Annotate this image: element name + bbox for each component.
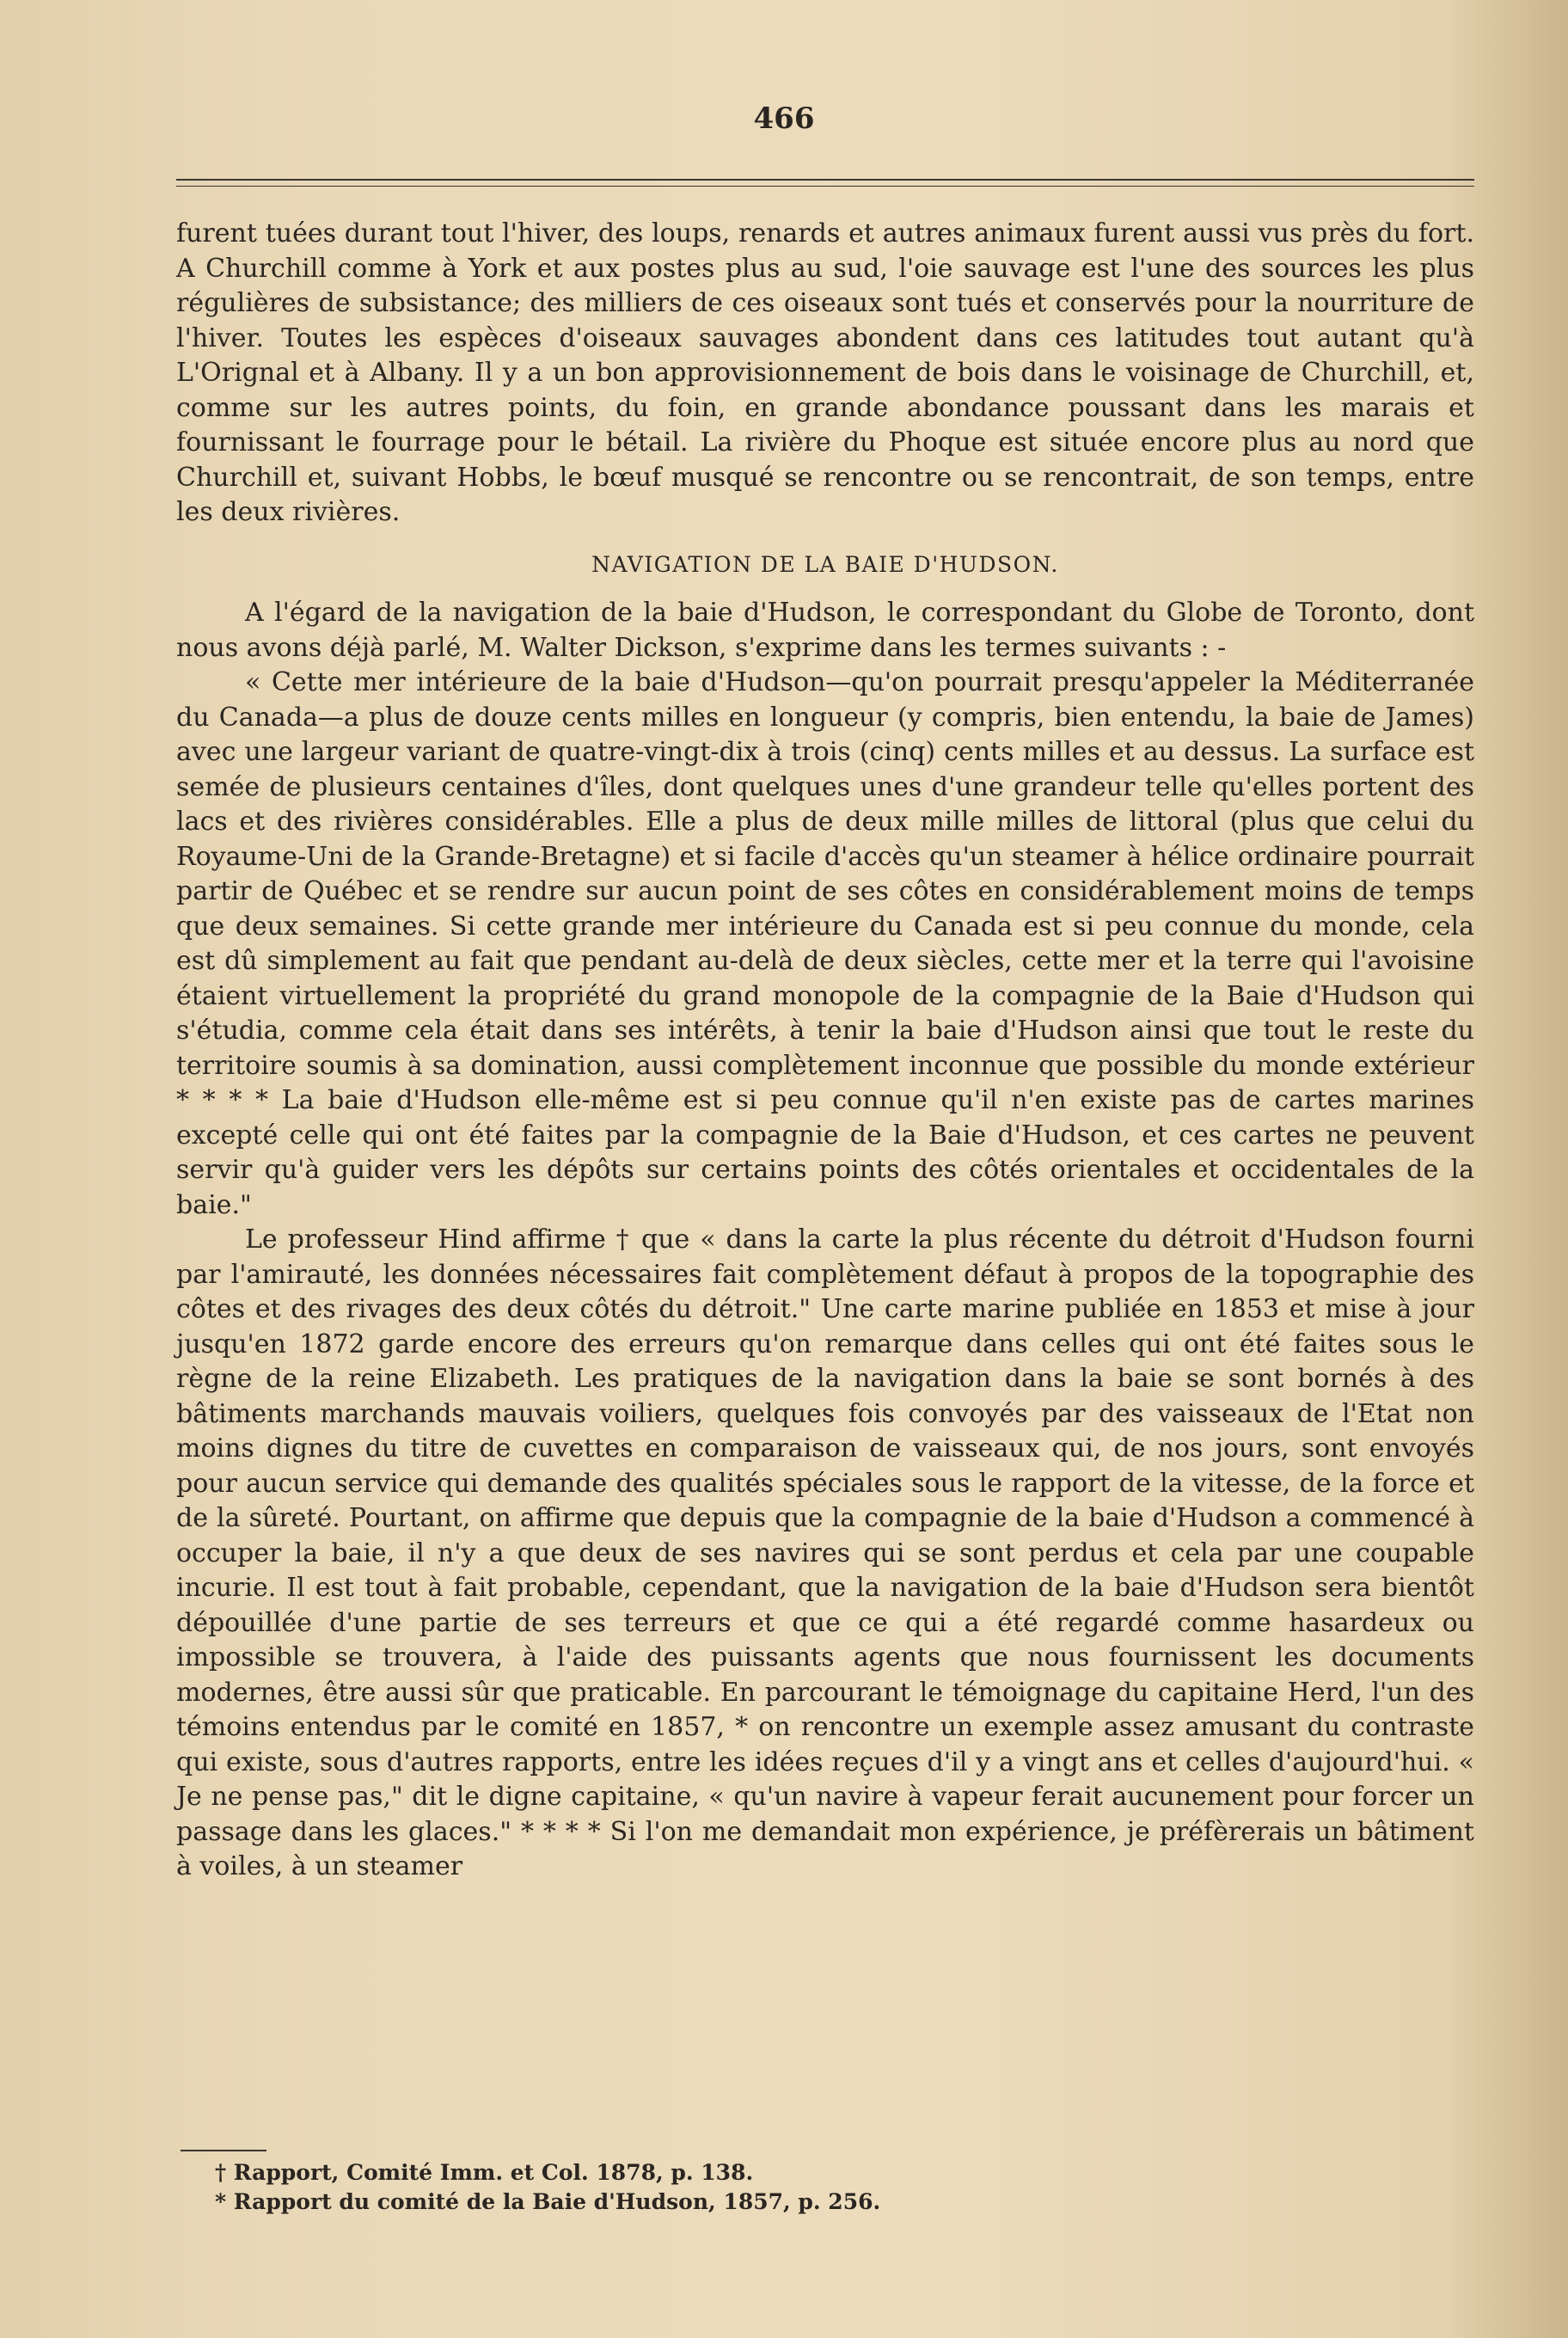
- footnotes: [215, 2158, 1418, 2217]
- section-heading: NAVIGATION DE LA BAIE D'HUDSON.: [591, 551, 1059, 577]
- paragraph: furent tuées durant tout l'hiver, des loups, renards et autres animaux furent aussi vus près du fort. A Churchill comme à York et aux postes plus au sud, l'oie sauvage est l'une des sources les plus régulières de subsistance; des milliers de ces oiseaux sont tués et conservés pour la nourriture de l'hiver. Toutes les espèces d'oiseaux sauvages abondent dans ces latitudes tout autant qu'à L'Orignal et à Albany. Il y a un bon approvisionnement de bois dans le voisinage de Churchill, et, comme sur les autres points, du foin, en grande abondance poussant dans les marais et fournissant le fourrage pour le bétail. La rivière du Phoque est située encore plus au nord que Churchill et, suivant Hobbs, le bœuf musqué se rencontre ou se rencontrait, de son temps, entre les deux rivières.: [176, 218, 1474, 527]
- paragraph: Le professeur Hind affirme † que « dans la carte la plus récente du détroit d'Hudson fourni par l'amirauté, les données nécessaires fait complètement défaut à propos de la topographie des côtes et des rivages des deux côtés du détroit." Une carte marine publiée en 1853 et mise à jour jusqu'en 1872 garde encore des erreurs qu'on remarque dans celles qui ont été faites sous le règne de la reine Elizabeth. Les pratiques de la navigation dans la baie se sont bornés à des bâtiments marchands mauvais voiliers, quelques fois convoyés par des vaisseaux de l'Etat non moins dignes du titre de cuvettes en comparaison de vaisseaux qui, de nos jours, sont envoyés pour aucun service qui demande des qualités spéciales sous le rapport de la vitesse, de la force et de la sûreté. Pourtant, on affirme que depuis que la compagnie de la baie d'Hudson a commencé à occuper la baie, il n'y a que deux de ses navires qui se sont perdus et cela par une coupable incurie. Il est tout à fait probable, cependant, que la navigation de la baie d'Hudson sera bientôt dépouillée d'une partie de ses terreurs et que ce qui a été regardé comme hasardeux ou impossible se trouvera, à l'aide des puissants agents que nous fournissent les documents modernes, être aussi sûr que praticable. En parcourant le témoignage du capitaine Herd, l'un des témoins entendus par le comité en 1857, * on rencontre un exemple assez amusant du contraste qui existe, sous d'autres rapports, entre les idées reçues d'il y a vingt ans et celles d'aujourd'hui. « Je ne pense pas," dit le digne capitaine, « qu'un navire à vapeur ferait aucunement pour forcer un passage dans les glaces." * * * * Si l'on me demandait mon expérience, je préfèrerais un bâtiment à voiles, à un steamer: [176, 1224, 1474, 1881]
- header-rule-thin: [176, 186, 1474, 187]
- paragraph: A l'égard de la navigation de la baie d'Hudson, le correspondant du Globe de Toronto, dont nous avons déjà parlé, M. Walter Dickson, s'exprime dans les termes suivants : -: [176, 598, 1474, 663]
- header-rule: [176, 179, 1474, 181]
- quote-paragraph: « Cette mer intérieure de la baie d'Hudson—qu'on pourrait presqu'appeler la Méditerranée du Canada—a plus de douze cents milles en longueur (y compris, bien entendu, la baie de James) avec une largeur variant de quatre-vingt-dix à trois (cinq) cents milles et au dessus. La surface est semée de plusieurs centaines d'îles, dont quelques unes d'une grandeur telle qu'elles portent des lacs et des rivières considérables. Elle a plus de deux mille milles de littoral (plus que celui du Royaume-Uni de la Grande-Bretagne) et si facile d'accès qu'un steamer à hélice ordinaire pourrait partir de Québec et se rendre sur aucun point de ses côtes en considérablement moins de temps que deux semaines. Si cette grande mer intérieure du Canada est si peu connue du monde, cela est dû simplement au fait que pendant au-delà de deux siècles, cette mer et la terre qui l'avoisine étaient virtuellement la propriété du grand monopole de la compagnie de la Baie d'Hudson qui s'étudia, comme cela était dans ses intérêts, à tenir la baie d'Hudson ainsi que tout le reste du territoire soumis à sa domination, aussi complètement inconnue que possible du monde extérieur * * * * La baie d'Hudson elle-même est si peu connue qu'il n'en existe pas de cartes marines excepté celle qui ont été faites par la compagnie de la Baie d'Hudson, et ces cartes ne peuvent servir qu'à guider vers les dépôts sur certains points des côtés orientales et occidentales de la baie.": [176, 667, 1474, 1220]
- footnote: † Rapport, Comité Imm. et Col. 1878, p. 138.: [215, 2160, 754, 2185]
- body-text: [176, 217, 1474, 1885]
- page-number: 466: [753, 101, 815, 136]
- footnote-rule: [181, 2150, 266, 2151]
- footnote: * Rapport du comité de la Baie d'Hudson, 1857, p. 256.: [215, 2189, 881, 2214]
